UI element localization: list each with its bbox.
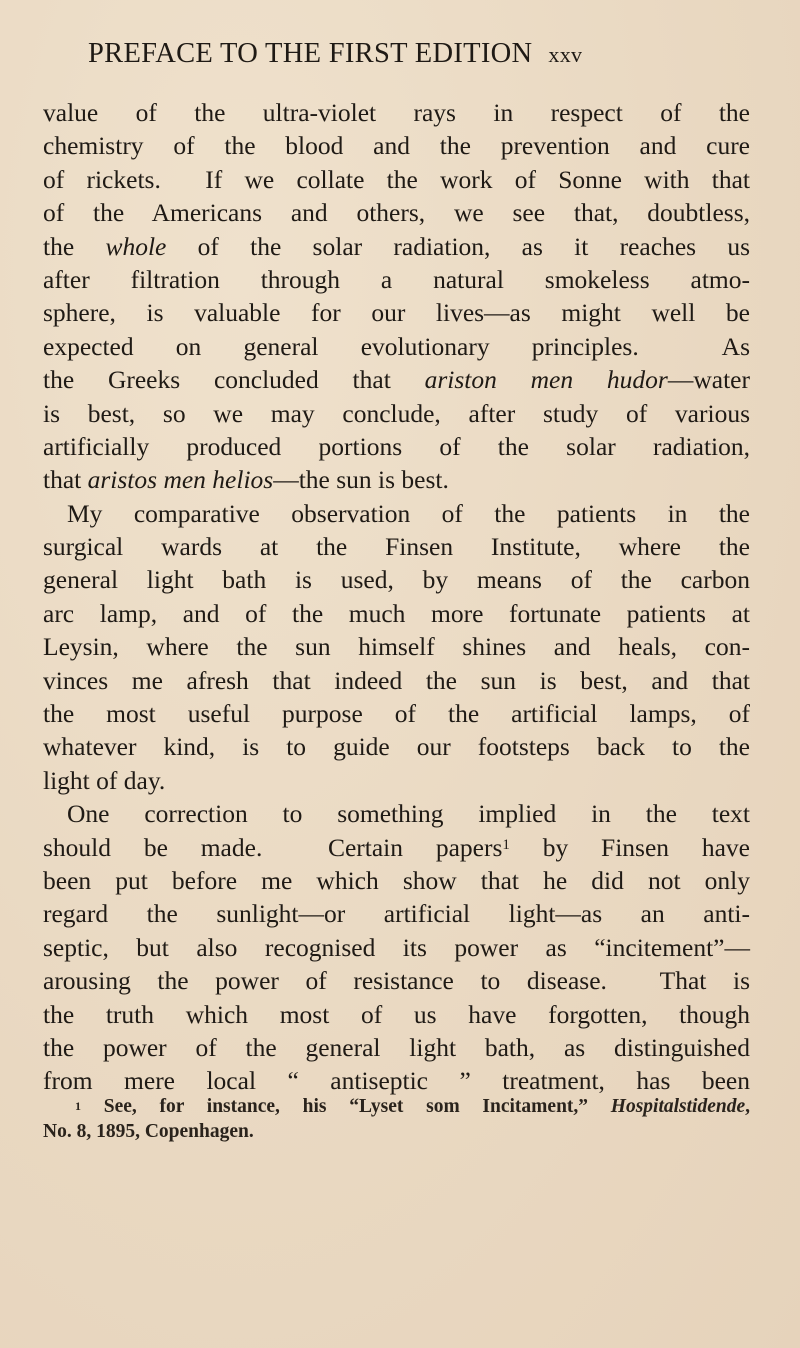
footnote-line: $^1$ See, for instance, his “Lyset som Incitament,” Hospitalstidende, [75,1096,750,1117]
text-line: arc lamp, and of the much more fortunate patients at [43,598,750,628]
body-text [43,96,750,1098]
text-line: regard the sunlight—or artificial light—as an anti- [43,899,750,929]
page-number: xxv [548,42,583,67]
text-line: should be made. Certain papers$^1$ by Finsen have [43,832,750,862]
text-line: been put before me which show that he did not only [43,865,750,895]
text-line: arousing the power of resistance to disease. That is [43,966,750,996]
text-line: chemistry of the blood and the prevention and cure [43,131,750,161]
journal-title: Hospitalstidende [610,1096,746,1117]
text-line: that aristos men helios—the sun is best. [43,465,449,495]
text-line: light of day. [43,765,166,795]
running-title: PREFACE TO THE FIRST EDITION [88,38,533,69]
footnote-reference[interactable]: 1 [502,836,510,853]
paragraph-start: One correction to something implied in the text [67,799,750,829]
text-line: surgical wards at the Finsen Institute, where the [43,532,750,562]
text-line: the whole of the solar radiation, as it reaches us [43,231,751,261]
text-line: whatever kind, is to guide our footsteps back to the [43,732,750,762]
footnote-line: No. 8, 1895, Copenhagen. [43,1121,254,1142]
text-line: general light bath is used, by means of the carbon [43,565,750,595]
text-line: expected on general evolutionary principles. As [43,331,750,361]
text-line: of the Americans and others, we see that, doubtless, [43,198,750,228]
running-header [88,38,728,70]
text-line: the truth which most of us have forgotten, though [43,999,750,1029]
text-line: sphere, is valuable for our lives—as might well be [43,298,750,328]
text-line: value of the ultra-violet rays in respect of the [43,98,750,127]
text-line: septic, but also recognised its power as “incitement”— [43,932,750,962]
footnote [43,1094,750,1144]
text-line: the most useful purpose of the artificial lamps, of [43,699,750,729]
text-line: Leysin, where the sun himself shines and heals, con- [43,632,750,662]
text-line: is best, so we may conclude, after study of various [43,398,750,428]
text-line: of rickets. If we collate the work of Sonne with that [43,164,750,194]
text-line: after filtration through a natural smokeless atmo- [43,264,750,294]
greek-phrase-water: ariston men hudor [424,365,668,395]
text-line: the power of the general light bath, as distinguished [43,1032,750,1062]
footnote-marker: 1 [75,1099,81,1113]
text-line: vinces me afresh that indeed the sun is best, and that [43,665,750,695]
text-line: artificially produced portions of the solar radiation, [43,431,750,461]
paragraph-start: My comparative observation of the patients in the [67,498,750,528]
text-line: from mere local “ antiseptic ” treatment, has been [43,1066,750,1096]
greek-phrase-sun: aristos men helios [87,465,274,495]
text-line: the Greeks concluded that ariston men hudor—water [43,365,750,395]
emphasis-whole: whole [105,231,167,261]
